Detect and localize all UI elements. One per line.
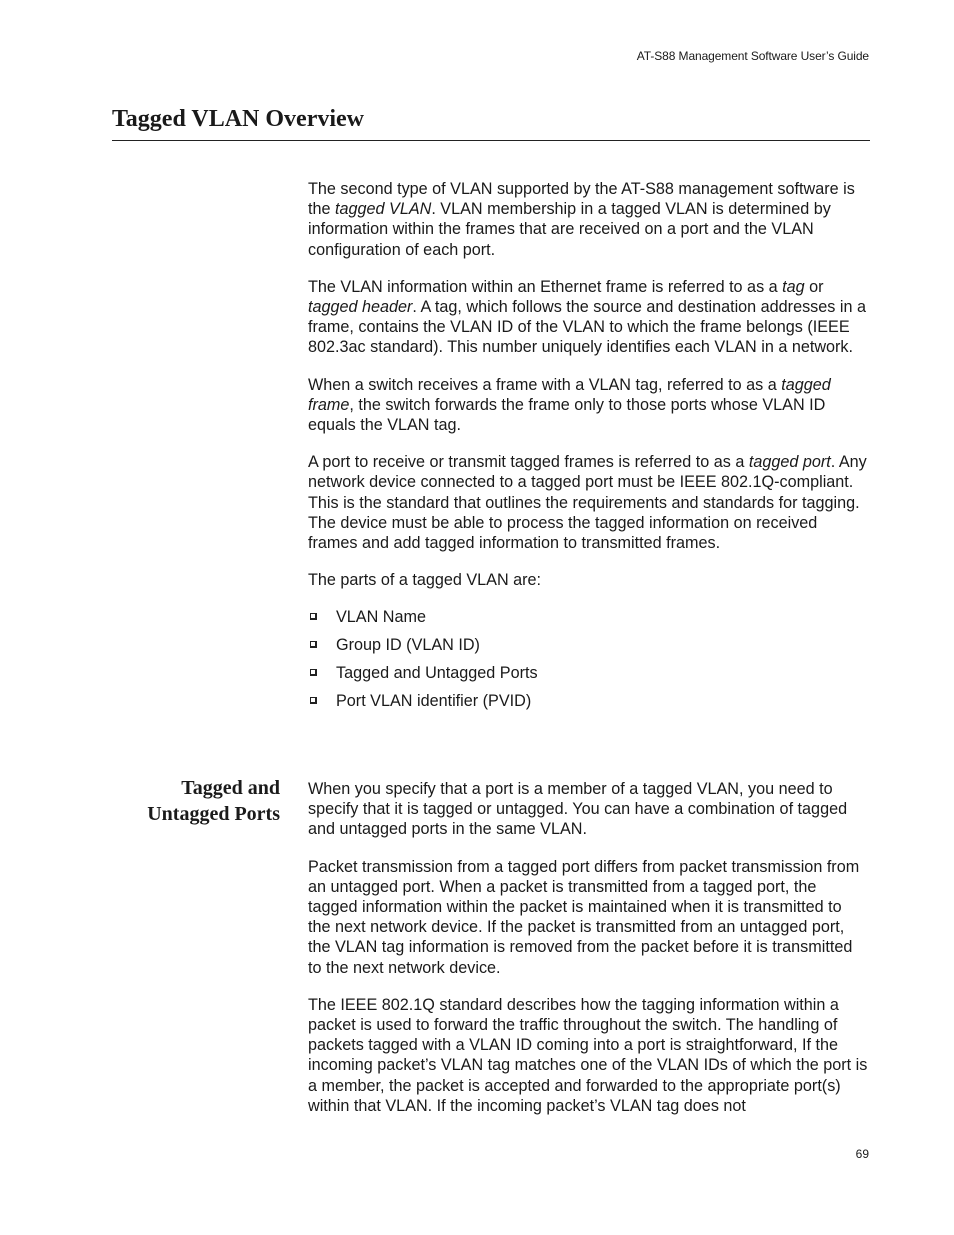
intro-paragraph-4: A port to receive or transmit tagged frames is referred to as a tagged port. Any network device connected to a tagged port must be IEEE 802.1Q-compliant. This is the standard that outlines the requirements and standards for tagging. The device must be able to process the tagged information on received frames and add tagged information to transmitted frames. xyxy=(308,453,867,553)
list-item: Group ID (VLAN ID) xyxy=(308,635,868,663)
subsection-paragraph-2: Packet transmission from a tagged port differs from packet transmission from an untagged port. When a packet is transmitted from a tagged port, the tagged information within the packet is maintained when it is transmitted to the next network device. If the packet is transmitted from an untagged port, the VLAN tag information is removed from the packet before it is transmitted to the next network device. xyxy=(308,857,860,977)
checkbox-bullet-icon xyxy=(310,697,317,704)
list-item: Port VLAN identifier (PVID) xyxy=(308,691,868,719)
page-number: 69 xyxy=(855,1147,869,1161)
checkbox-bullet-icon xyxy=(310,669,317,676)
checkbox-bullet-icon xyxy=(310,613,317,620)
title-rule xyxy=(112,140,870,141)
list-item: VLAN Name xyxy=(308,607,868,635)
intro-paragraph-3: When a switch receives a frame with a VLAN tag, referred to as a tagged frame, the switch forwards the frame only to those ports whose VLAN ID equals the VLAN tag. xyxy=(308,375,831,435)
checkbox-bullet-icon xyxy=(310,641,317,648)
subsection-heading: Tagged and Untagged Ports xyxy=(147,777,280,825)
intro-section xyxy=(308,179,868,735)
page-title: Tagged VLAN Overview xyxy=(112,106,364,132)
tagged-untagged-section xyxy=(308,779,868,1133)
intro-paragraph-1: The second type of VLAN supported by the AT-S88 management software is the tagged VLAN. VLAN membership in a tagged VLAN is determined by information within the frames that are received on a port and the VLAN configuration of each port. xyxy=(308,180,855,259)
running-header: AT-S88 Management Software User’s Guide xyxy=(636,49,869,63)
vlan-parts-list xyxy=(308,607,868,719)
intro-paragraph-5: The parts of a tagged VLAN are: xyxy=(308,571,542,590)
subsection-paragraph-3: The IEEE 802.1Q standard describes how the tagging information within a packet is used to forward the traffic throughout the switch. The handling of packets tagged with a VLAN ID coming into a port is straightforward, If the incoming packet’s VLAN tag matches one of the VLAN IDs of which the port is a member, the packet is accepted and forwarded to the appropriate port(s) within that VLAN. If the incoming packet’s VLAN tag does not xyxy=(308,995,868,1115)
subsection-paragraph-1: When you specify that a port is a member of a tagged VLAN, you need to specify that it is tagged or untagged. You can have a combination of tagged and untagged ports in the same VLAN. xyxy=(308,780,848,839)
intro-paragraph-2: The VLAN information within an Ethernet frame is referred to as a tag or tagged header. A tag, which follows the source and destination addresses in a frame, contains the VLAN ID of the VLAN to which the frame belongs (IEEE 802.3ac standard). This number uniquely identifies each VLAN in a network. xyxy=(308,277,866,357)
list-item: Tagged and Untagged Ports xyxy=(308,663,868,691)
